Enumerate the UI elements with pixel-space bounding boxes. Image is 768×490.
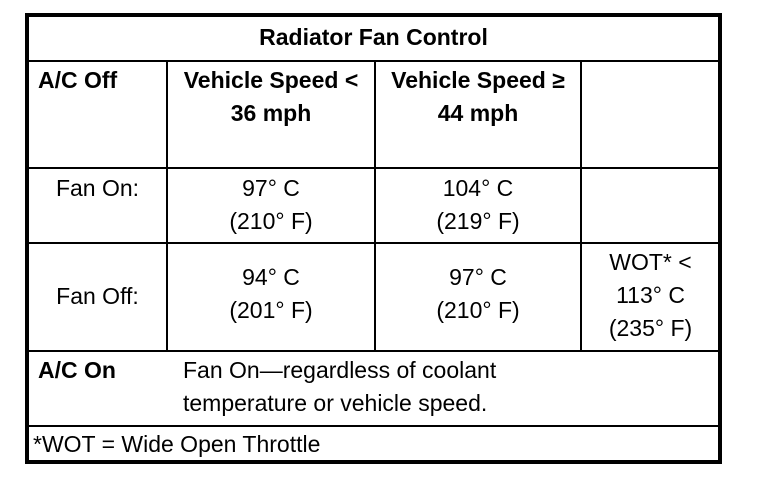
fan-on-high-speed-temp [376, 172, 580, 238]
ac-on-description [183, 354, 713, 420]
fan-off-wot-temp [582, 246, 719, 345]
fan-on-low-speed-temp [168, 172, 374, 238]
temp-celsius: 94° C [242, 264, 300, 290]
temp-celsius: 104° C [442, 175, 514, 201]
row-divider [29, 350, 718, 352]
ac-off-label: A/C Off [38, 67, 118, 93]
row-divider [29, 425, 718, 427]
fan-on-label: Fan On: [55, 175, 140, 201]
ac-on-label: A/C On [38, 357, 116, 383]
temp-celsius: 113° C [616, 282, 685, 308]
column-header-speed-above-44: Vehicle Speed ≥ 44 mph [391, 67, 565, 126]
temp-celsius: 97° C [242, 175, 300, 201]
ac-on-line: Fan On—regardless of coolant [183, 357, 497, 383]
temp-fahrenheit: (201° F) [229, 297, 313, 323]
fan-off-high-speed-temp [376, 261, 580, 327]
table-title: Radiator Fan Control [259, 24, 488, 50]
temp-fahrenheit: (210° F) [229, 208, 313, 234]
wot-condition: WOT* < [609, 249, 692, 275]
fan-off-low-speed-temp [168, 261, 374, 327]
wot-footnote: *WOT = Wide Open Throttle [33, 431, 321, 457]
fan-off-label: Fan Off: [56, 283, 139, 309]
temp-fahrenheit: (219° F) [436, 208, 520, 234]
temp-celsius: 97° C [449, 264, 507, 290]
temp-fahrenheit: (210° F) [436, 297, 520, 323]
temp-fahrenheit: (235° F) [608, 315, 693, 341]
column-header-speed-below-36: Vehicle Speed < 36 mph [183, 67, 359, 126]
ac-on-line: temperature or vehicle speed. [183, 390, 488, 416]
radiator-fan-control-table [25, 13, 722, 464]
